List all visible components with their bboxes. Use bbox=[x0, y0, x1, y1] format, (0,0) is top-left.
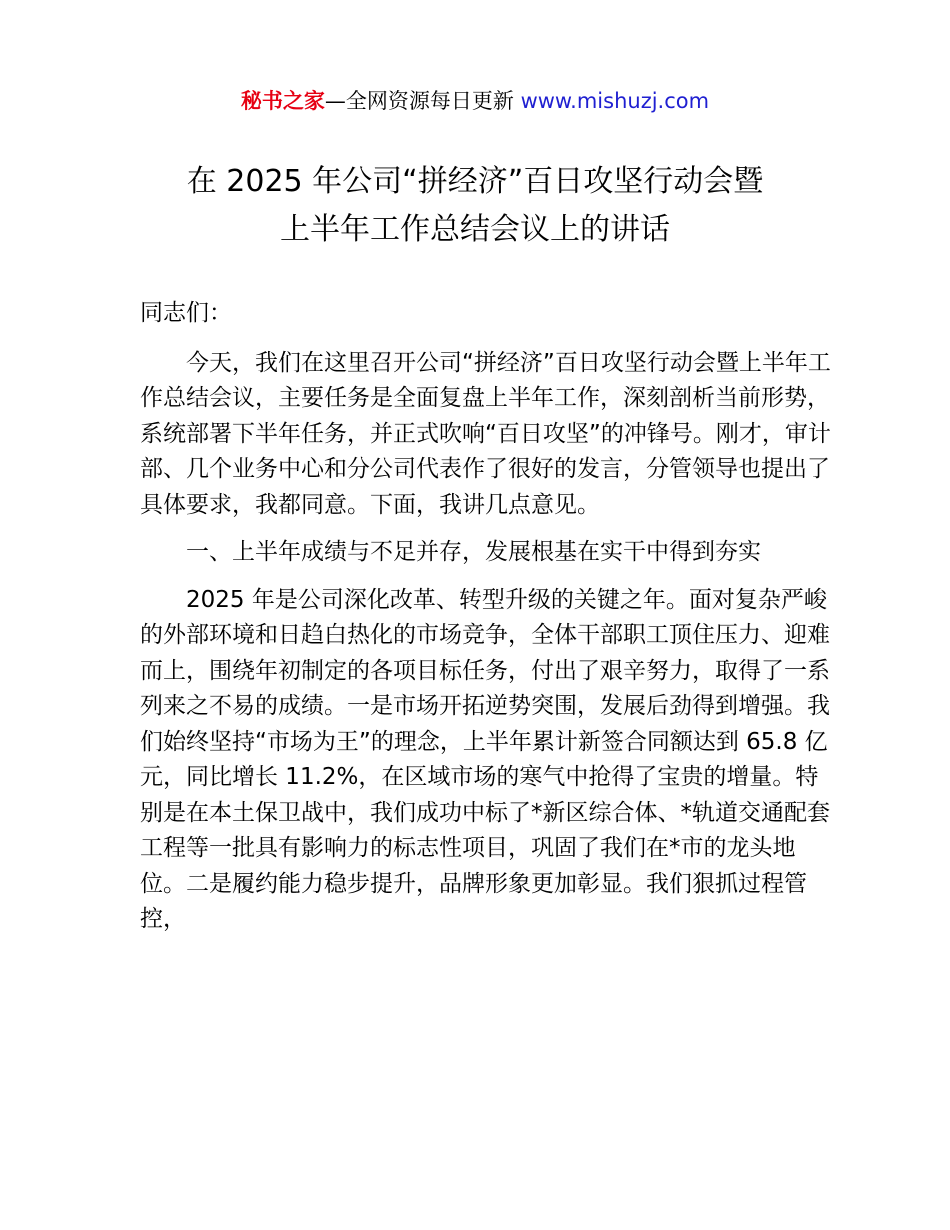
intro-paragraph: 今天，我们在这里召开公司“拼经济”百日攻坚行动会暨上半年工作总结会议，主要任务是全面复盘上半年工作，深刻剖析当前形势，系统部署下半年任务，并正式吹响“百日攻坚”的冲锋号。刚才，审计部、几个业务中心和分公司代表作了很好的发言，分管领导也提出了具体要求，我都同意。下面，我讲几点意见。 bbox=[140, 349, 831, 518]
document-title bbox=[0, 158, 950, 254]
site-url-link[interactable]: www.mishuzj.com bbox=[520, 89, 710, 113]
brand-name: 秘书之家 bbox=[240, 89, 325, 113]
salutation: 同志们： bbox=[140, 300, 232, 326]
section-1-paragraph: 2025 年是公司深化改革、转型升级的关键之年。面对复杂严峻的外部环境和日趋白热化的市场竞争，全体干部职工顶住压力、迎难而上，围绕年初制定的各项目标任务，付出了艰辛努力，取得了一系列来之不易的成绩。一是市场开拓逆势突围，发展后劲得到增强。我们始终坚持“市场为王”的理念，上半年累计新签合同额达到 65.8 亿元，同比增长 11.2%，在区域市场的寒气中抢得了宝贵的增量。特别是在本土保卫战中，我们成功中标了*新区综合体、*轨道交通配套工程等一批具有影响力的标志性项目，巩固了我们在*市的龙头地位。二是履约能力稳步提升，品牌形象更加彰显。我们狠抓过程管控， bbox=[140, 586, 830, 932]
title-line-2: 上半年工作总结会议上的讲话 bbox=[280, 212, 670, 247]
header-tagline: —全网资源每日更新 bbox=[324, 89, 521, 113]
site-header bbox=[0, 86, 950, 116]
section-1-heading: 一、上半年成绩与不足并存，发展根基在实干中得到夯实 bbox=[186, 539, 761, 565]
document-body bbox=[140, 296, 836, 950]
title-line-1: 在 2025 年公司“拼经济”百日攻坚行动会暨 bbox=[186, 164, 764, 199]
